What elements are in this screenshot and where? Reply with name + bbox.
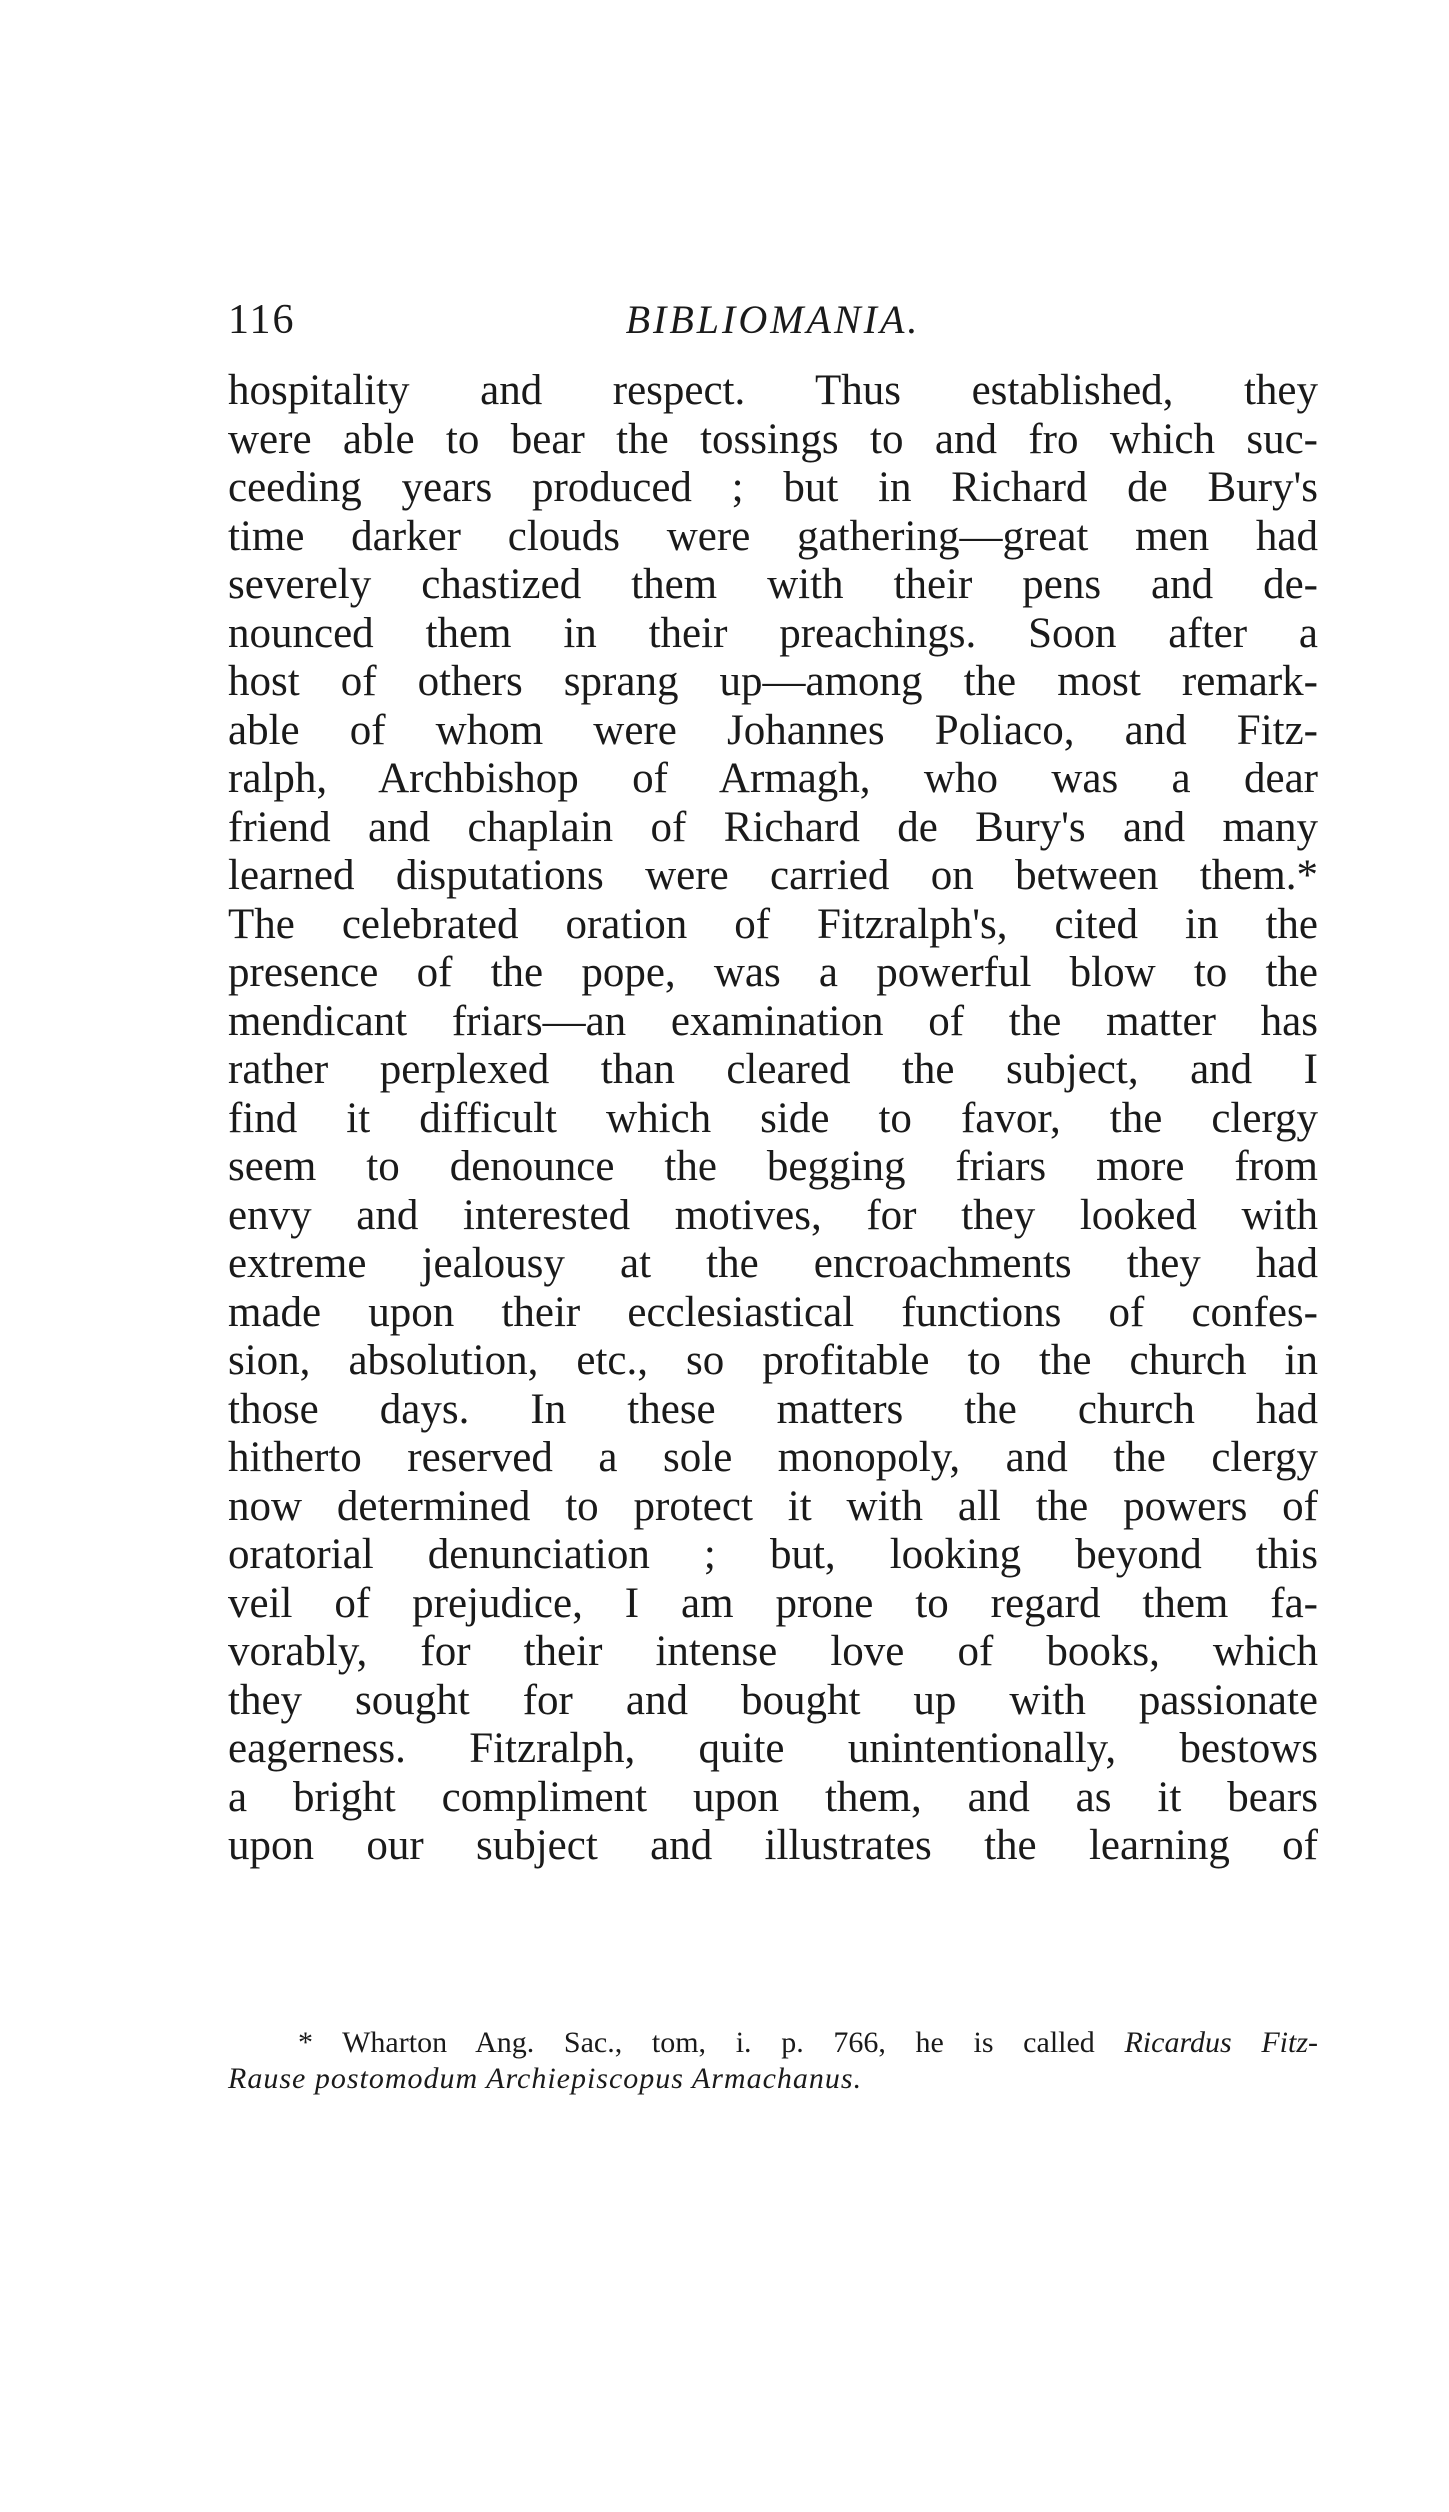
text-line: were able to bear the tossings to and fro which suc- [228, 415, 1318, 463]
text-line: The celebrated oration of Fitzralph's, cited in the [228, 900, 1318, 948]
text-line: rather perplexed than cleared the subject, and I [228, 1046, 1318, 1093]
text-line: veil of prejudice, I am prone to regard them fa- [228, 1579, 1318, 1627]
text-line: envy and interested motives, for they looked with [228, 1191, 1318, 1239]
text-line: extreme jealousy at the encroachments they had [228, 1240, 1318, 1287]
footnote-latin-name: Ricardus Fitz- [1124, 2026, 1319, 2059]
running-title: BIBLIOMANIA. [625, 297, 921, 342]
text-line: able of whom were Johannes Poliaco, and Fitz- [228, 706, 1318, 754]
text-line: ralph, Archbishop of Armagh, who was a dear [228, 755, 1318, 802]
text-line: those days. In these matters the church had [228, 1385, 1318, 1433]
text-line: nounced them in their preachings. Soon after a [228, 609, 1318, 657]
text-line: host of others sprang up—among the most remark- [228, 658, 1318, 705]
text-line: they sought for and bought up with passionate [228, 1676, 1318, 1724]
footnote [228, 2025, 1318, 2097]
text-line: upon our subject and illustrates the learning of [228, 1822, 1318, 1869]
text-line: a bright compliment upon them, and as it bears [228, 1773, 1318, 1821]
text-line: ceeding years produced ; but in Richard de Bury's [228, 464, 1318, 511]
footnote-line [228, 2025, 1318, 2061]
text-line: eagerness. Fitzralph, quite unintentionally, bestows [228, 1725, 1318, 1772]
text-line: hospitality and respect. Thus established, they [228, 367, 1318, 414]
text-line: mendicant friars—an examination of the matter has [228, 997, 1318, 1045]
text-line: time darker clouds were gathering—great men had [228, 512, 1318, 560]
footnote-citation: * Wharton Ang. Sac., tom, i. p. 766, he is called [298, 2026, 1125, 2059]
footnote-latin-continued: Rause postomodum Archiepiscopus Armachanus. [228, 2062, 863, 2095]
text-line: seem to denounce the begging friars more from [228, 1143, 1318, 1190]
page-header [228, 296, 1318, 356]
body-text [228, 367, 1318, 1871]
text-line: oratorial denunciation ; but, looking beyond this [228, 1531, 1318, 1578]
text-line: made upon their ecclesiastical functions of confes- [228, 1288, 1318, 1336]
text-line: learned disputations were carried on between them.* [228, 852, 1318, 899]
text-line: severely chastized them with their pens and de- [228, 561, 1318, 608]
text-line: presence of the pope, was a powerful blow to the [228, 949, 1318, 996]
text-line: find it difficult which side to favor, the clergy [228, 1094, 1318, 1142]
text-line: hitherto reserved a sole monopoly, and the clergy [228, 1434, 1318, 1481]
page-number: 116 [228, 297, 296, 343]
text-line: friend and chaplain of Richard de Bury's and many [228, 803, 1318, 851]
text-line: now determined to protect it with all the powers of [228, 1482, 1318, 1530]
text-line: sion, absolution, etc., so profitable to the church in [228, 1337, 1318, 1384]
text-line: vorably, for their intense love of books, which [228, 1628, 1318, 1675]
